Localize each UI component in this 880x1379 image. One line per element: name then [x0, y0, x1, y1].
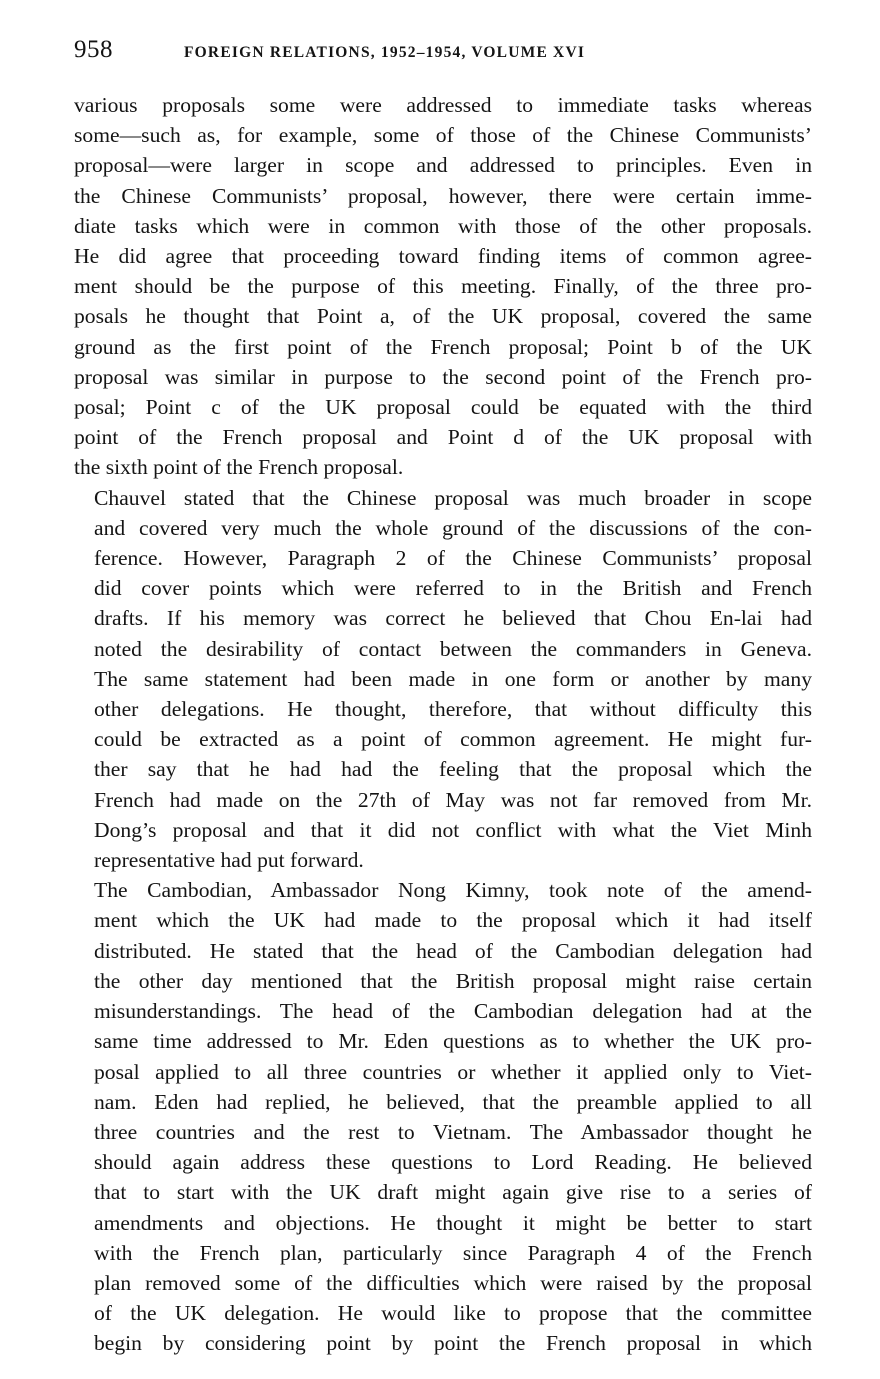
text-line: the sixth point of the French proposal. [74, 455, 404, 480]
text-line: proposal—were larger in scope and addressed to principles. Even in [74, 153, 812, 178]
paragraph [74, 483, 812, 876]
text-line: misunderstandings. The head of the Cambodian delegation had at the [94, 999, 812, 1024]
text-line: some—such as, for example, some of those of the Chinese Communists’ [74, 123, 812, 148]
running-header [74, 36, 812, 70]
text-line: ment which the UK had made to the proposal which it had itself [94, 908, 812, 933]
text-line: should again address these questions to Lord Reading. He believed [94, 1150, 812, 1175]
text-line: The same statement had been made in one form or another by many [94, 666, 812, 691]
text-line: three countries and the rest to Vietnam. The Ambassador thought he [94, 1119, 812, 1144]
text-line: same time addressed to Mr. Eden questions as to whether the UK pro- [94, 1029, 812, 1054]
text-line: noted the desirability of contact between the commanders in Geneva. [94, 636, 812, 661]
text-line: did cover points which were referred to in the British and French [94, 576, 812, 601]
paragraph [74, 875, 812, 1358]
text-line: drafts. If his memory was correct he believed that Chou En-lai had [94, 606, 812, 631]
text-line: Chauvel stated that the Chinese proposal was much broader in scope [94, 485, 812, 510]
text-line: could be extracted as a point of common agreement. He might fur- [94, 727, 812, 752]
text-line: nam. Eden had replied, he believed, that the preamble applied to all [94, 1089, 812, 1114]
text-line: Dong’s proposal and that it did not conflict with what the Viet Minh [94, 817, 812, 842]
text-line: the Chinese Communists’ proposal, however, there were certain imme- [74, 183, 812, 208]
text-line: ference. However, Paragraph 2 of the Chinese Communists’ proposal [94, 546, 812, 571]
text-line: distributed. He stated that the head of the Cambodian delegation had [94, 938, 812, 963]
text-line: representative had put forward. [94, 848, 364, 873]
text-line: The Cambodian, Ambassador Nong Kimny, took note of the amend- [94, 878, 812, 903]
text-line: posal applied to all three countries or whether it applied only to Viet- [94, 1059, 812, 1084]
paragraph [74, 90, 812, 483]
text-line: diate tasks which were in common with those of the other proposals. [74, 213, 812, 238]
document-page [74, 36, 812, 1359]
text-line: ground as the first point of the French proposal; Point b of the UK [74, 334, 812, 359]
text-line: with the French plan, particularly since Paragraph 4 of the French [94, 1240, 812, 1265]
text-line: proposal was similar in purpose to the second point of the French pro- [74, 364, 812, 389]
page-number: 958 [74, 36, 113, 63]
text-line: He did agree that proceeding toward finding items of common agree- [74, 244, 812, 269]
body-text [74, 90, 812, 1359]
text-line: ment should be the purpose of this meeting. Finally, of the three pro- [74, 274, 812, 299]
text-line: other delegations. He thought, therefore, that without difficulty this [94, 697, 812, 722]
text-line: and covered very much the whole ground of the discussions of the con- [94, 515, 812, 540]
text-line: various proposals some were addressed to immediate tasks whereas [74, 93, 812, 117]
text-line: amendments and objections. He thought it might be better to start [94, 1210, 812, 1235]
text-line: of the UK delegation. He would like to propose that the committee [94, 1301, 812, 1326]
text-line: posals he thought that Point a, of the UK proposal, covered the same [74, 304, 812, 329]
text-line: point of the French proposal and Point d of the UK proposal with [74, 425, 812, 450]
text-line: plan removed some of the difficulties which were raised by the proposal [94, 1270, 812, 1295]
text-line: French had made on the 27th of May was not far removed from Mr. [94, 787, 812, 812]
text-line: ther say that he had had the feeling that the proposal which the [94, 757, 812, 782]
running-title: FOREIGN RELATIONS, 1952–1954, VOLUME XVI [184, 44, 586, 61]
text-line: begin by considering point by point the French proposal in which [94, 1331, 812, 1356]
text-line: the other day mentioned that the British proposal might raise certain [94, 968, 812, 993]
text-line: posal; Point c of the UK proposal could be equated with the third [74, 395, 812, 420]
text-line: that to start with the UK draft might again give rise to a series of [94, 1180, 812, 1205]
